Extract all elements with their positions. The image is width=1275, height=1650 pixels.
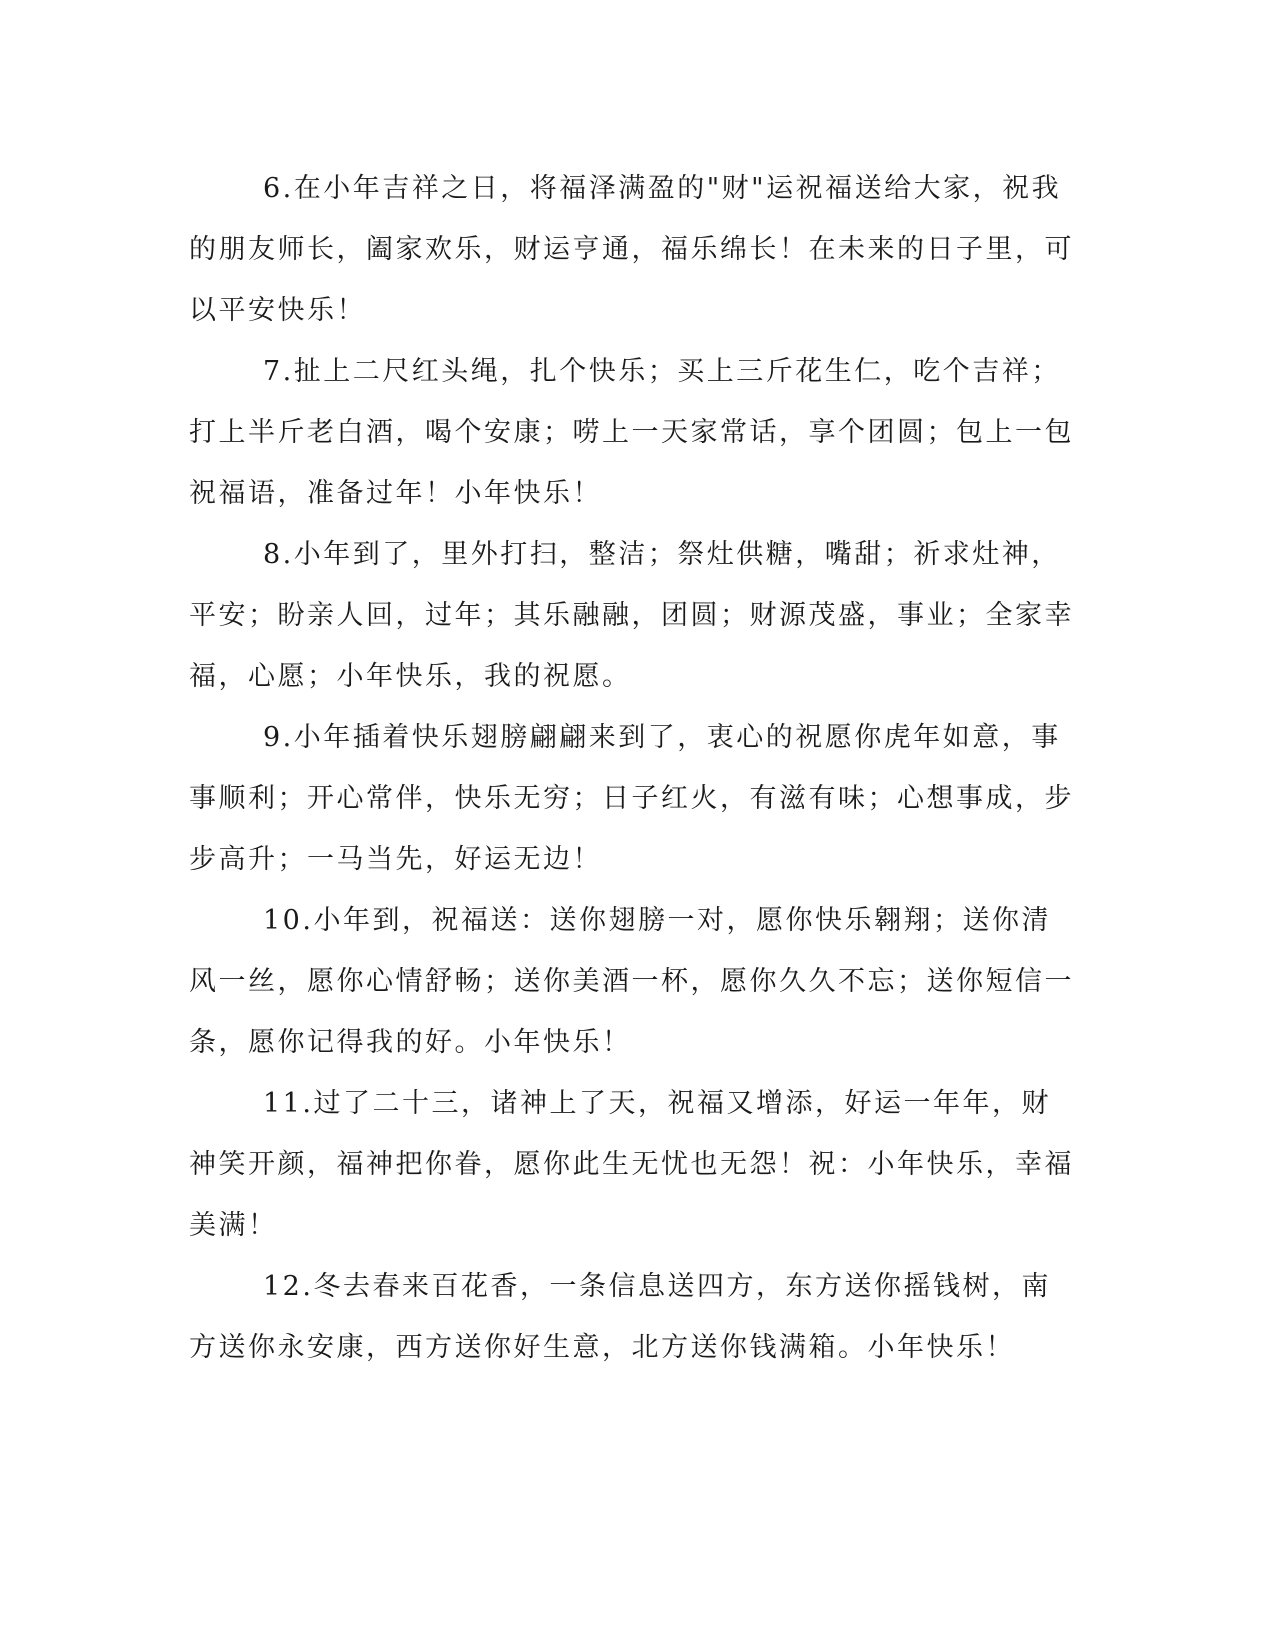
paragraph-8: 8.小年到了，里外打扫，整洁；祭灶供糖，嘴甜；祈求灶神，平安；盼亲人回，过年；其乐融融，团圆；财源茂盛，事业；全家幸福，心愿；小年快乐，我的祝愿。 (189, 539, 1074, 692)
paragraph-7: 7.扯上二尺红头绳，扎个快乐；买上三斤花生仁，吃个吉祥；打上半斤老白酒，喝个安康；唠上一天家常话，享个团圆；包上一包祝福语，准备过年！小年快乐！ (189, 356, 1074, 509)
paragraph-11: 11.过了二十三，诸神上了天，祝福又增添，好运一年年，财神笑开颜，福神把你眷，愿你此生无忧也无怨！祝：小年快乐，幸福美满！ (189, 1088, 1074, 1241)
document-body (189, 158, 1079, 1378)
paragraph-12: 12.冬去春来百花香，一条信息送四方，东方送你摇钱树，南方送你永安康，西方送你好生意，北方送你钱满箱。小年快乐！ (189, 1271, 1051, 1363)
paragraph-6: 6.在小年吉祥之日，将福泽满盈的"财"运祝福送给大家，祝我的朋友师长，阖家欢乐，财运亨通，福乐绵长！在未来的日子里，可以平安快乐！ (189, 173, 1074, 326)
paragraph-9: 9.小年插着快乐翅膀翩翩来到了，衷心的祝愿你虎年如意，事事顺利；开心常伴，快乐无穷；日子红火，有滋有味；心想事成，步步高升；一马当先，好运无边！ (189, 722, 1074, 875)
paragraph-10: 10.小年到，祝福送：送你翅膀一对，愿你快乐翱翔；送你清风一丝，愿你心情舒畅；送你美酒一杯，愿你久久不忘；送你短信一条，愿你记得我的好。小年快乐！ (189, 905, 1074, 1058)
